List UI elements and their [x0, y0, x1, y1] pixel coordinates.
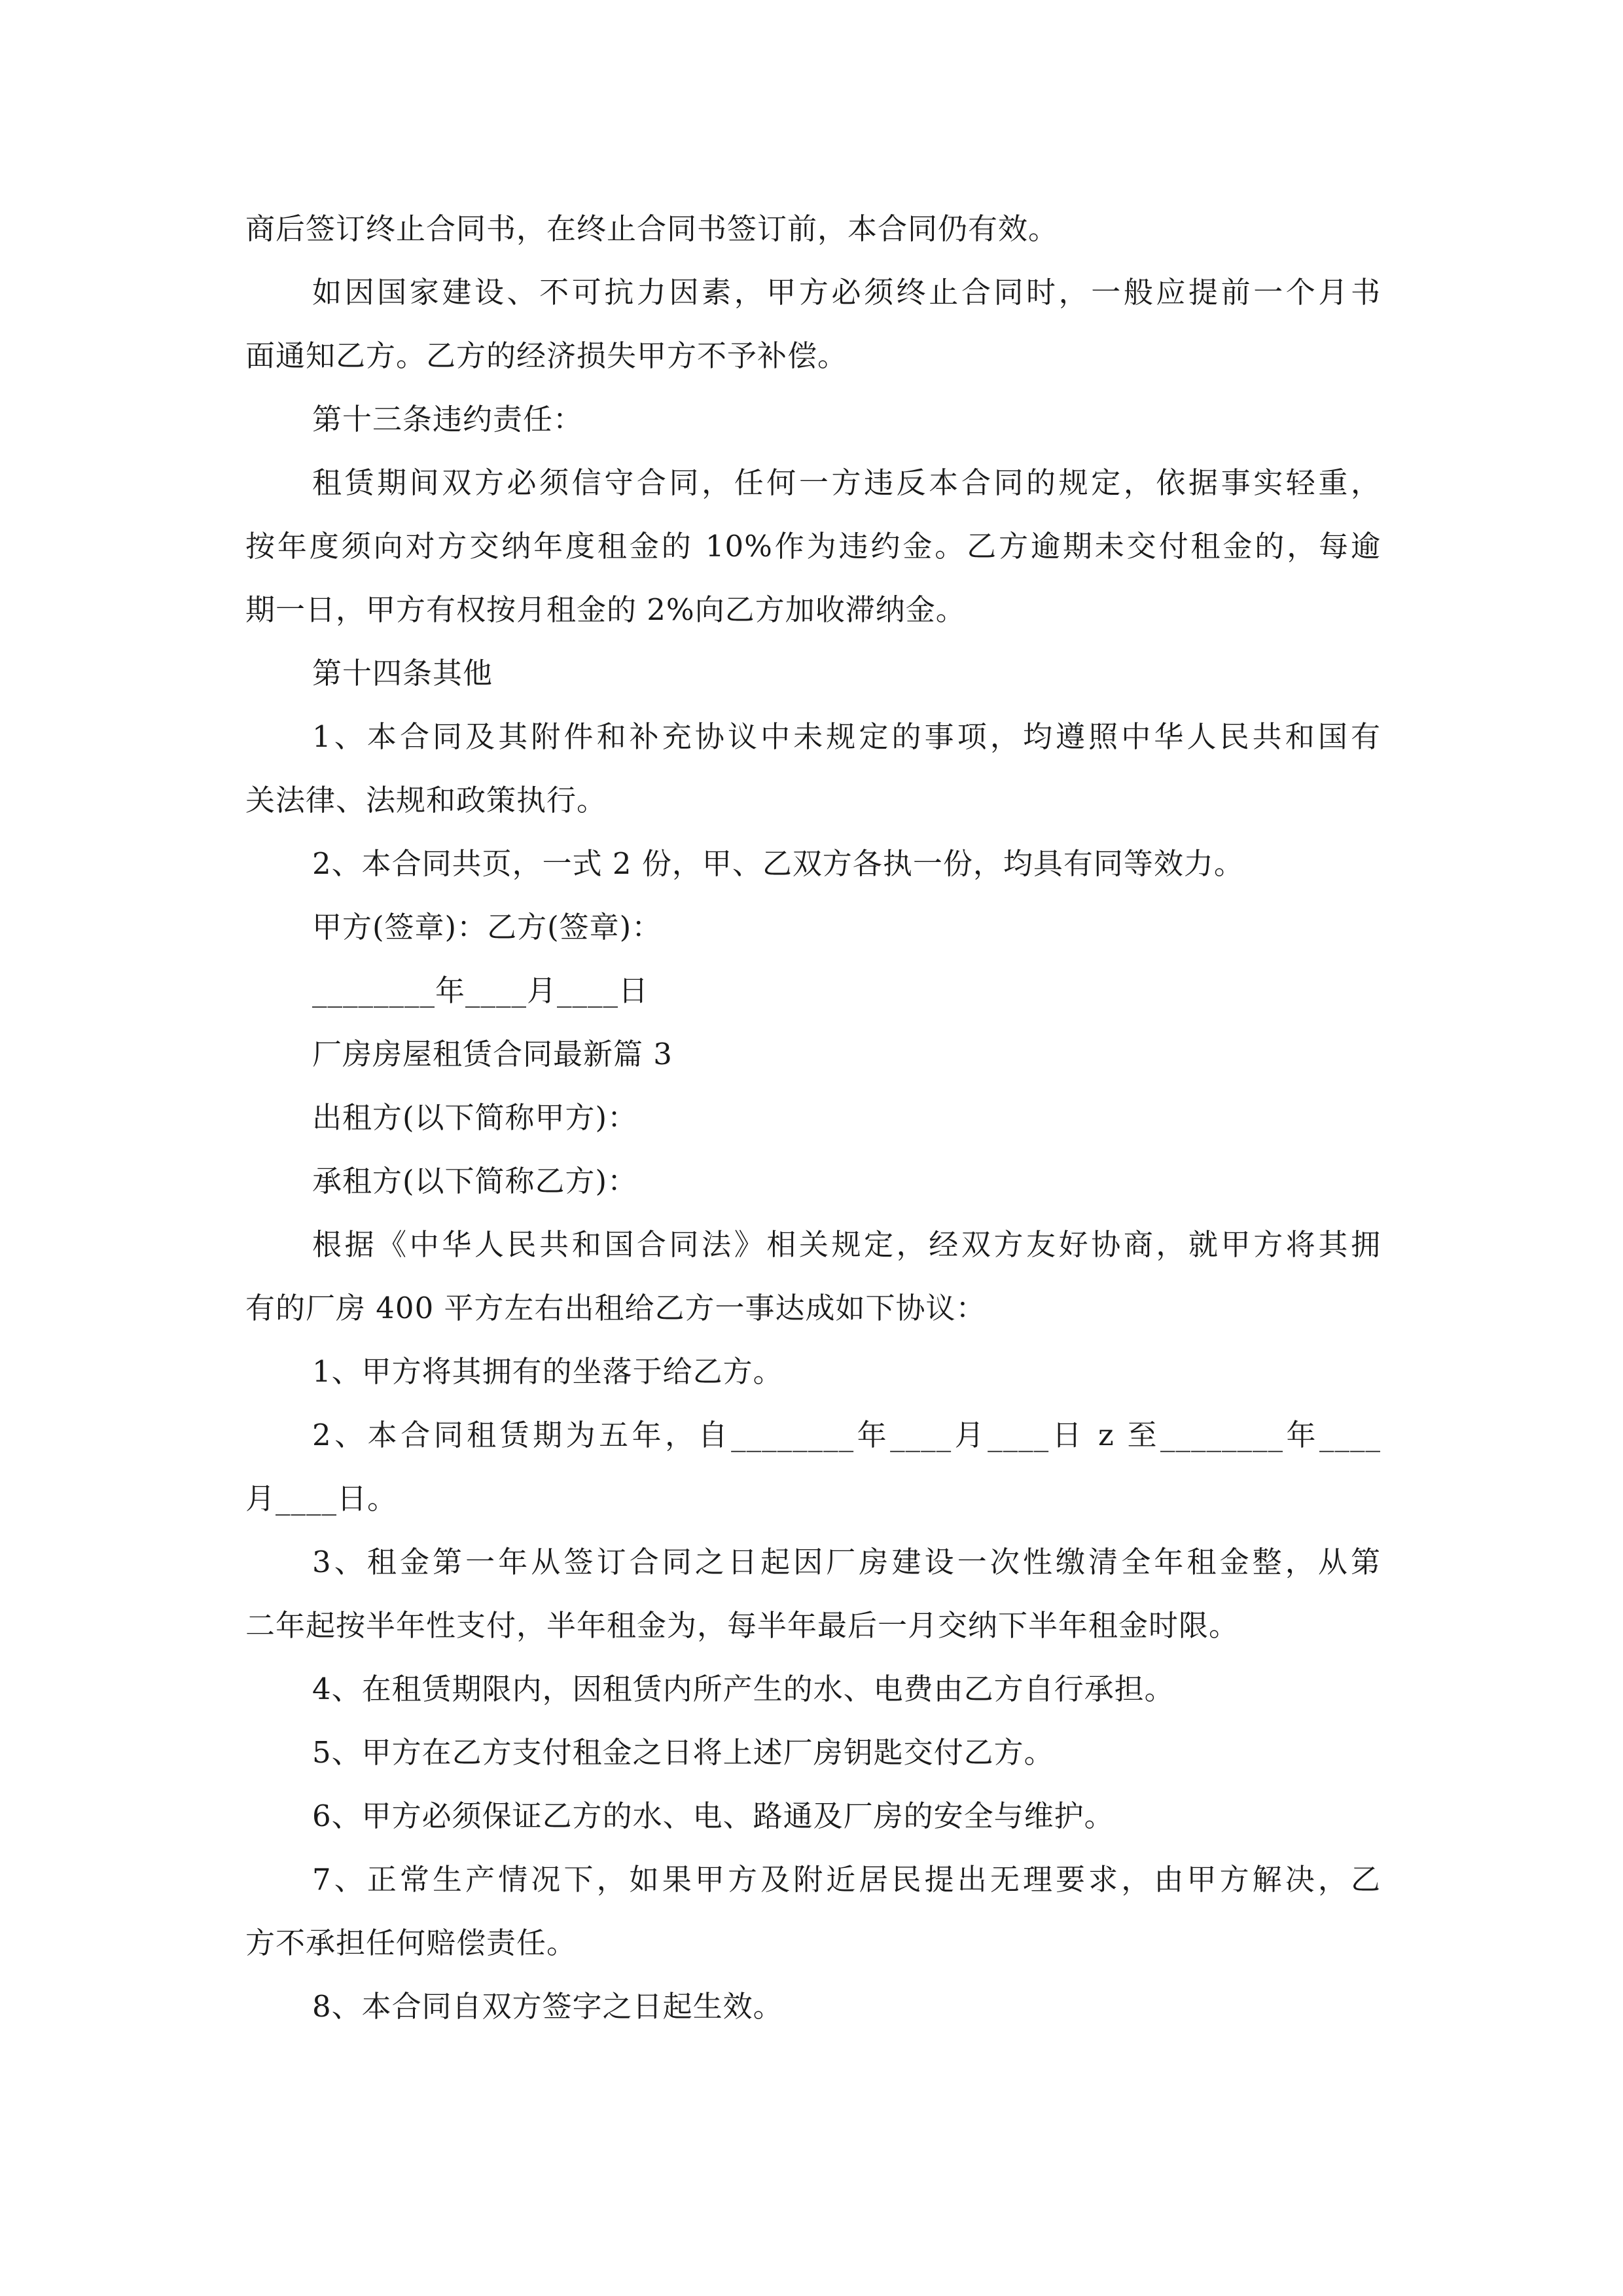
- text-line: 租赁期间双方必须信守合同，任何一方违反本合同的规定，依据事实轻重，: [312, 465, 1381, 500]
- signature-line: 甲方(签章)：乙方(签章)：: [312, 910, 662, 944]
- text-line: 8、本合同自双方签字之日起生效。: [312, 1989, 783, 2024]
- text-line: 如因国家建设、不可抗力因素，甲方必须终止合同时，一般应提前一个月书: [312, 275, 1381, 310]
- text-line: 面通知乙方。乙方的经济损失甲方不予补偿。: [245, 338, 848, 373]
- text-line: 二年起按半年性支付，半年租金为，每半年最后一月交纳下半年租金时限。: [245, 1608, 1240, 1643]
- text-line: 4、在租赁期限内，因租赁内所产生的水、电费由乙方自行承担。: [312, 1672, 1175, 1706]
- text-line: 1、本合同及其附件和补充协议中未规定的事项，均遵照中华人民共和国有: [312, 719, 1381, 754]
- text-line: 3、租金第一年从签订合同之日起因厂房建设一次性缴清全年租金整，从第: [312, 1545, 1381, 1579]
- text-line: 1、甲方将其拥有的坐落于给乙方。: [312, 1354, 783, 1389]
- text-line: 方不承担任何赔偿责任。: [245, 1926, 577, 1960]
- section-heading: 第十四条其他: [312, 656, 493, 691]
- text-line: 7、正常生产情况下，如果甲方及附近居民提出无理要求，由甲方解决，乙: [312, 1862, 1381, 1897]
- text-line: 关法律、法规和政策执行。: [245, 783, 607, 817]
- date-line: ________年____月____日: [312, 973, 649, 1008]
- text-line: 2、本合同共页，一式 2 份，甲、乙双方各执一份，均具有同等效力。: [312, 846, 1244, 881]
- text-line: 按年度须向对方交纳年度租金的 10%作为违约金。乙方逾期未交付租金的，每逾: [245, 529, 1381, 564]
- text-line: 期一日，甲方有权按月租金的 2%向乙方加收滞纳金。: [245, 592, 966, 627]
- text-line: 根据《中华人民共和国合同法》相关规定，经双方友好协商，就甲方将其拥: [312, 1227, 1381, 1262]
- lessee-line: 承租方(以下简称乙方)：: [312, 1164, 638, 1198]
- text-line: 月____日。: [245, 1481, 398, 1516]
- text-line: 6、甲方必须保证乙方的水、电、路通及厂房的安全与维护。: [312, 1799, 1115, 1833]
- contract-title: 厂房房屋租赁合同最新篇 3: [312, 1037, 673, 1071]
- text-line: 有的厂房 400 平方左右出租给乙方一事达成如下协议：: [245, 1291, 986, 1325]
- text-line: 5、甲方在乙方支付租金之日将上述厂房钥匙交付乙方。: [312, 1735, 1054, 1770]
- section-heading: 第十三条违约责任：: [312, 402, 584, 437]
- text-line: 商后签订终止合同书，在终止合同书签订前，本合同仍有效。: [245, 211, 1059, 246]
- lessor-line: 出租方(以下简称甲方)：: [312, 1100, 638, 1135]
- text-line: 2、本合同租赁期为五年，自________年____月____日 z 至________年____: [312, 1418, 1381, 1452]
